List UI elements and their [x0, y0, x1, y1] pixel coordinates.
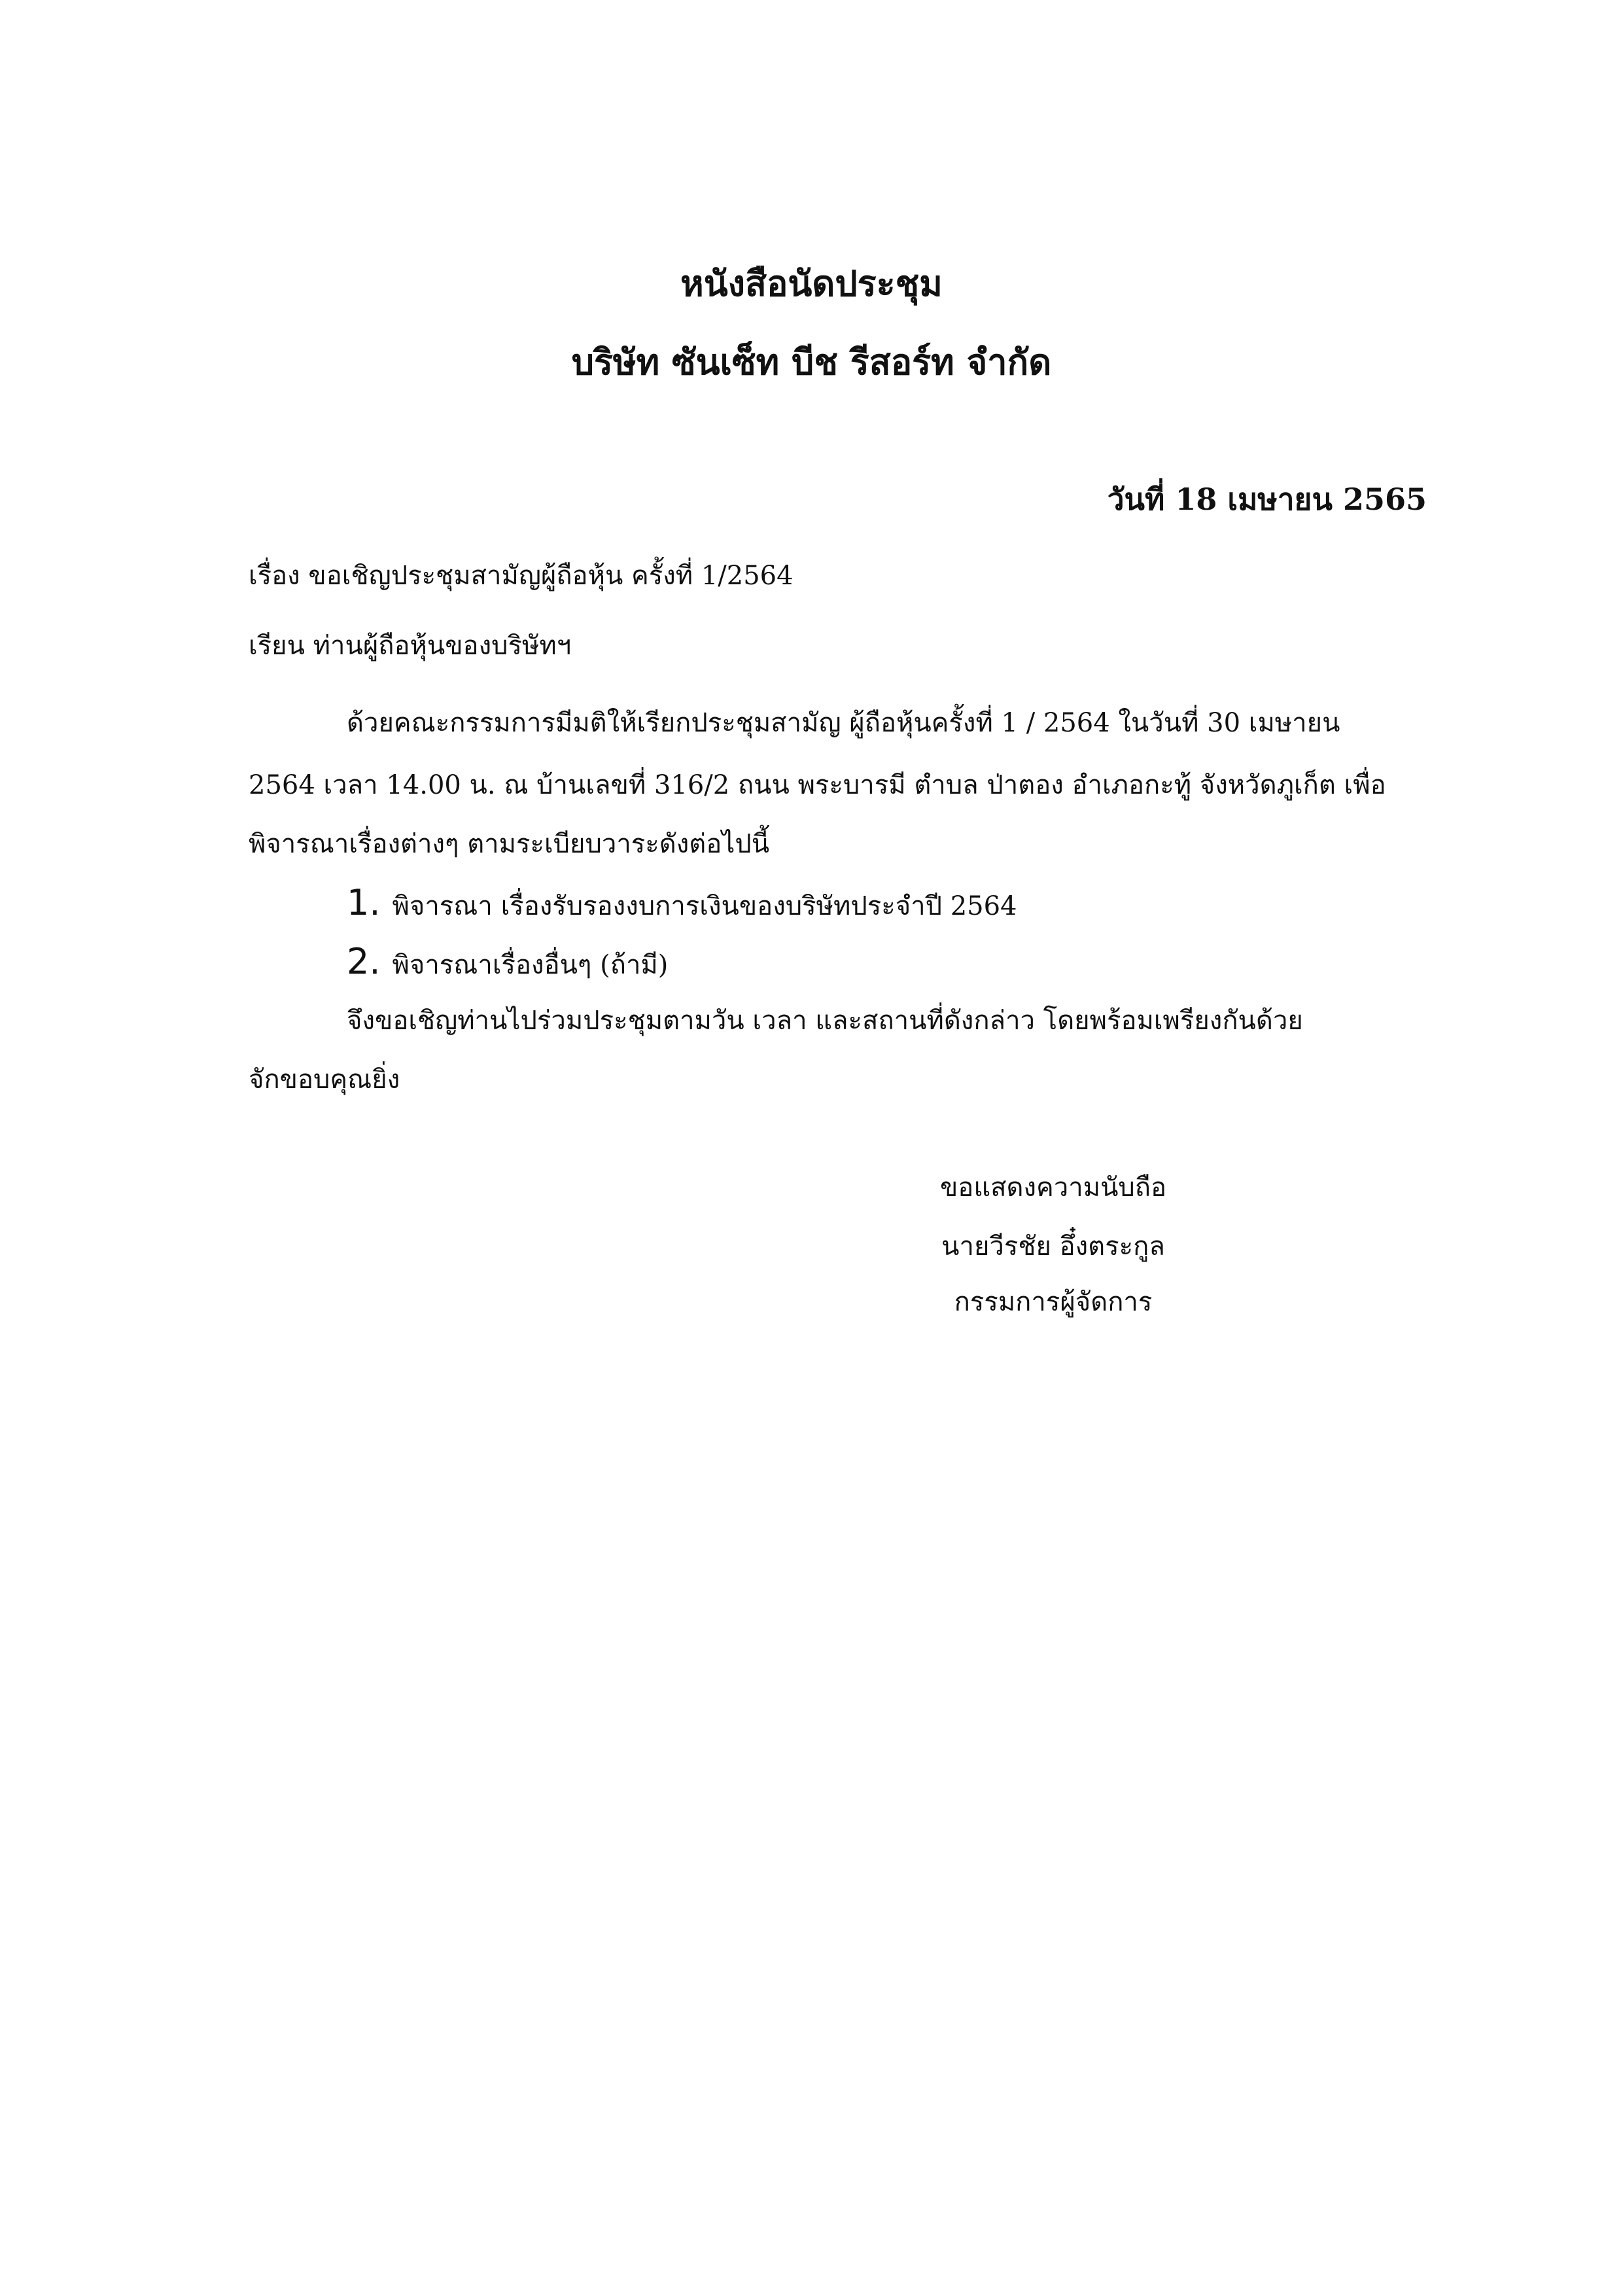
- agenda-text: พิจารณา เรื่องรับรองงบการเงินของบริษัทประจำปี 2564: [392, 891, 1017, 921]
- salutation-line: เรียน ท่านผู้ถือหุ้นของบริษัทฯ: [249, 631, 572, 661]
- body-paragraph-line: พิจารณาเรื่องต่างๆ ตามระเบียบวาระดังต่อไปนี้: [249, 829, 770, 859]
- company-name: บริษัท ซันเซ็ท บีช รีสอร์ท จำกัด: [571, 341, 1052, 383]
- body-paragraph-line: 2564 เวลา 14.00 น. ณ บ้านเลขที่ 316/2 ถนน พระบารมี ตำบล ป่าตอง อำเภอกะทู้ จังหวัดภูเก็ต เพื่อ: [249, 770, 1386, 800]
- closing-paragraph-line: จักขอบคุณยิ่ง: [249, 1065, 400, 1095]
- document-title: หนังสือนัดประชุม: [680, 262, 943, 304]
- signer-name: นายวีรชัย อึ๋งตระกูล: [941, 1231, 1165, 1262]
- agenda-item: [347, 936, 668, 991]
- letter-date: วันที่ 18 เมษายน 2565: [1107, 482, 1427, 517]
- signer-title: กรรมการผู้จัดการ: [954, 1287, 1153, 1317]
- body-paragraph-line: ด้วยคณะกรรมการมีมติให้เรียกประชุมสามัญ ผู้ถือหุ้นครั้งที่ 1 / 2564 ในวันที่ 30 เมษายน: [347, 708, 1340, 738]
- agenda-number: 2.: [347, 941, 381, 982]
- agenda-item: [347, 877, 1017, 932]
- subject-line: เรื่อง ขอเชิญประชุมสามัญผู้ถือหุ้น ครั้งที่ 1/2564: [249, 561, 794, 591]
- agenda-text: พิจารณาเรื่องอื่นๆ (ถ้ามี): [392, 950, 669, 980]
- closing-phrase: ขอแสดงความนับถือ: [939, 1173, 1167, 1203]
- agenda-number: 1.: [347, 882, 381, 923]
- closing-paragraph-line: จึงขอเชิญท่านไปร่วมประชุมตามวัน เวลา และสถานที่ดังกล่าว โดยพร้อมเพรียงกันด้วย: [347, 1006, 1303, 1036]
